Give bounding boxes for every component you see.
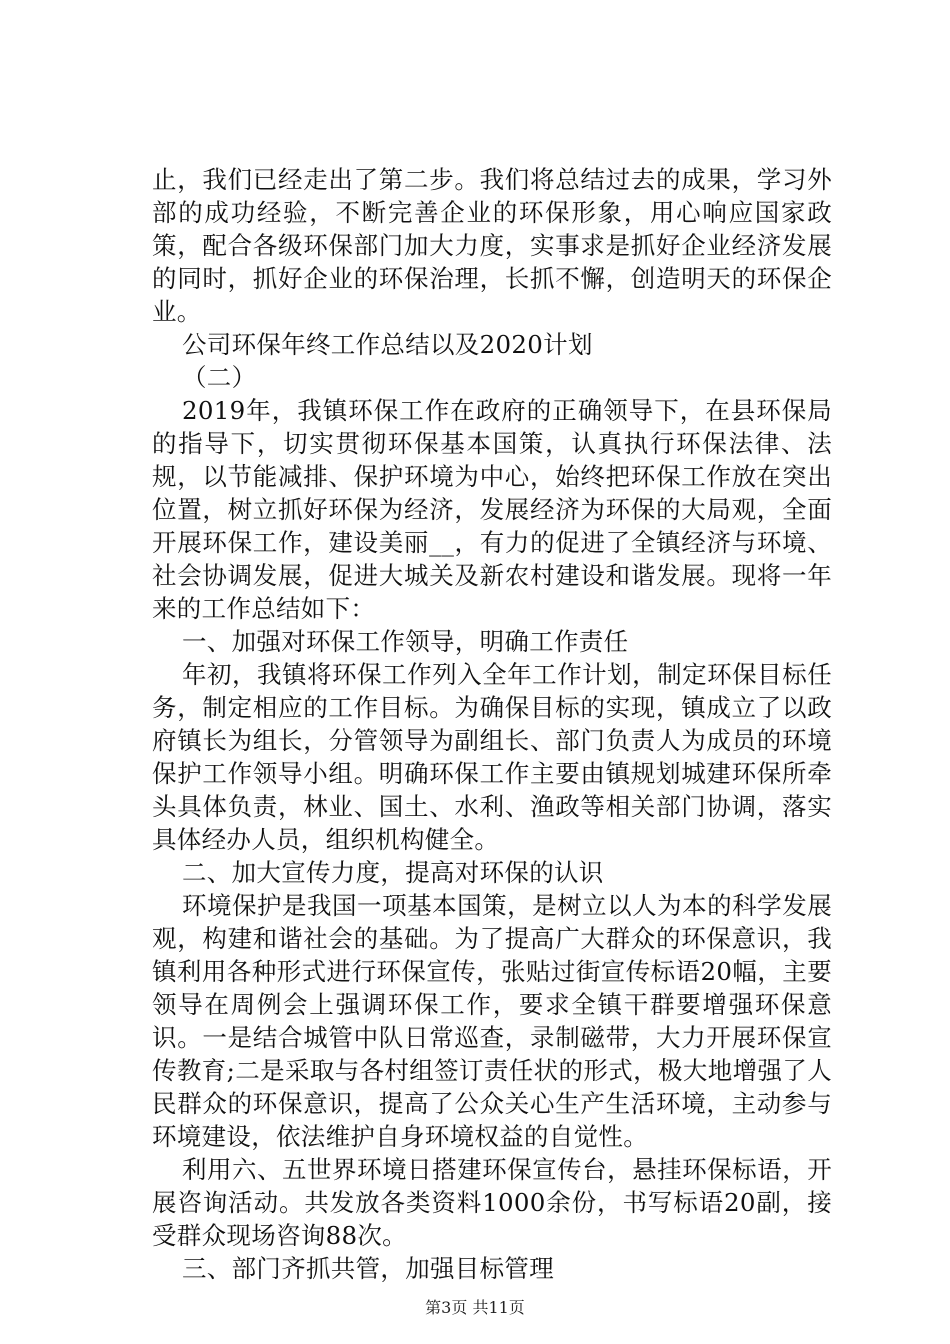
paragraph-continuation: 止，我们已经走出了第二步。我们将总结过去的成果，学习外部的成功经验，不断完善企业的环保形象，用心响应国家政策，配合各级环保部门加大力度，实事求是抓好企业经济发展的同时，抓好企业的环保治理，长抓不懈，创造明天的环保企业。 bbox=[152, 165, 832, 326]
section-title: 公司环保年终工作总结以及2020计划 bbox=[182, 330, 593, 359]
heading-three: 三、部门齐抓共管，加强目标管理 bbox=[182, 1254, 554, 1283]
heading-two: 二、加大宣传力度，提高对环保的认识 bbox=[182, 858, 604, 887]
paragraph-environment-day: 利用六、五世界环境日搭建环保宣传台，悬挂环保标语，开展咨询活动。共发放各类资料1000余份，书写标语20副，接受群众现场咨询88次。 bbox=[152, 1155, 832, 1250]
page-footer: 第3页 共11页 bbox=[425, 1298, 525, 1317]
heading-one: 一、加强对环保工作领导，明确工作责任 bbox=[182, 627, 629, 656]
paragraph-intro: 2019年，我镇环保工作在政府的正确领导下，在县环保局的指导下，切实贯彻环保基本国策，认真执行环保法律、法规，以节能减排、保护环境为中心，始终把环保工作放在突出位置，树立抓好环保为经济，发展经济为环保的大局观，全面开展环保工作，建设美丽__，有力的促进了全镇经济与环境、社会协调发展，促进大城关及新农村建设和谐发展。现将一年来的工作总结如下： bbox=[152, 396, 832, 623]
document-body bbox=[152, 163, 832, 1285]
paragraph-leadership: 年初，我镇将环保工作列入全年工作计划，制定环保目标任务，制定相应的工作目标。为确保目标的实现，镇成立了以政府镇长为组长，分管领导为副组长、部门负责人为成员的环境保护工作领导小组。明确环保工作主要由镇规划城建环保所牵头具体负责，林业、国土、水利、渔政等相关部门协调，落实具体经办人员，组织机构健全。 bbox=[152, 660, 832, 854]
section-number: （二） bbox=[182, 363, 257, 392]
paragraph-publicity: 环境保护是我国一项基本国策，是树立以人为本的科学发展观，构建和谐社会的基础。为了提高广大群众的环保意识，我镇利用各种形式进行环保宣传，张贴过街宣传标语20幅，主要领导在周例会上强调环保工作，要求全镇干群要增强环保意识。一是结合城管中队日常巡查，录制磁带，大力开展环保宣传教育;二是采取与各村组签订责任状的形式，极大地增强了人民群众的环保意识，提高了公众关心生产生活环境，主动参与环境建设，依法维护自身环境权益的自觉性。 bbox=[152, 891, 832, 1151]
